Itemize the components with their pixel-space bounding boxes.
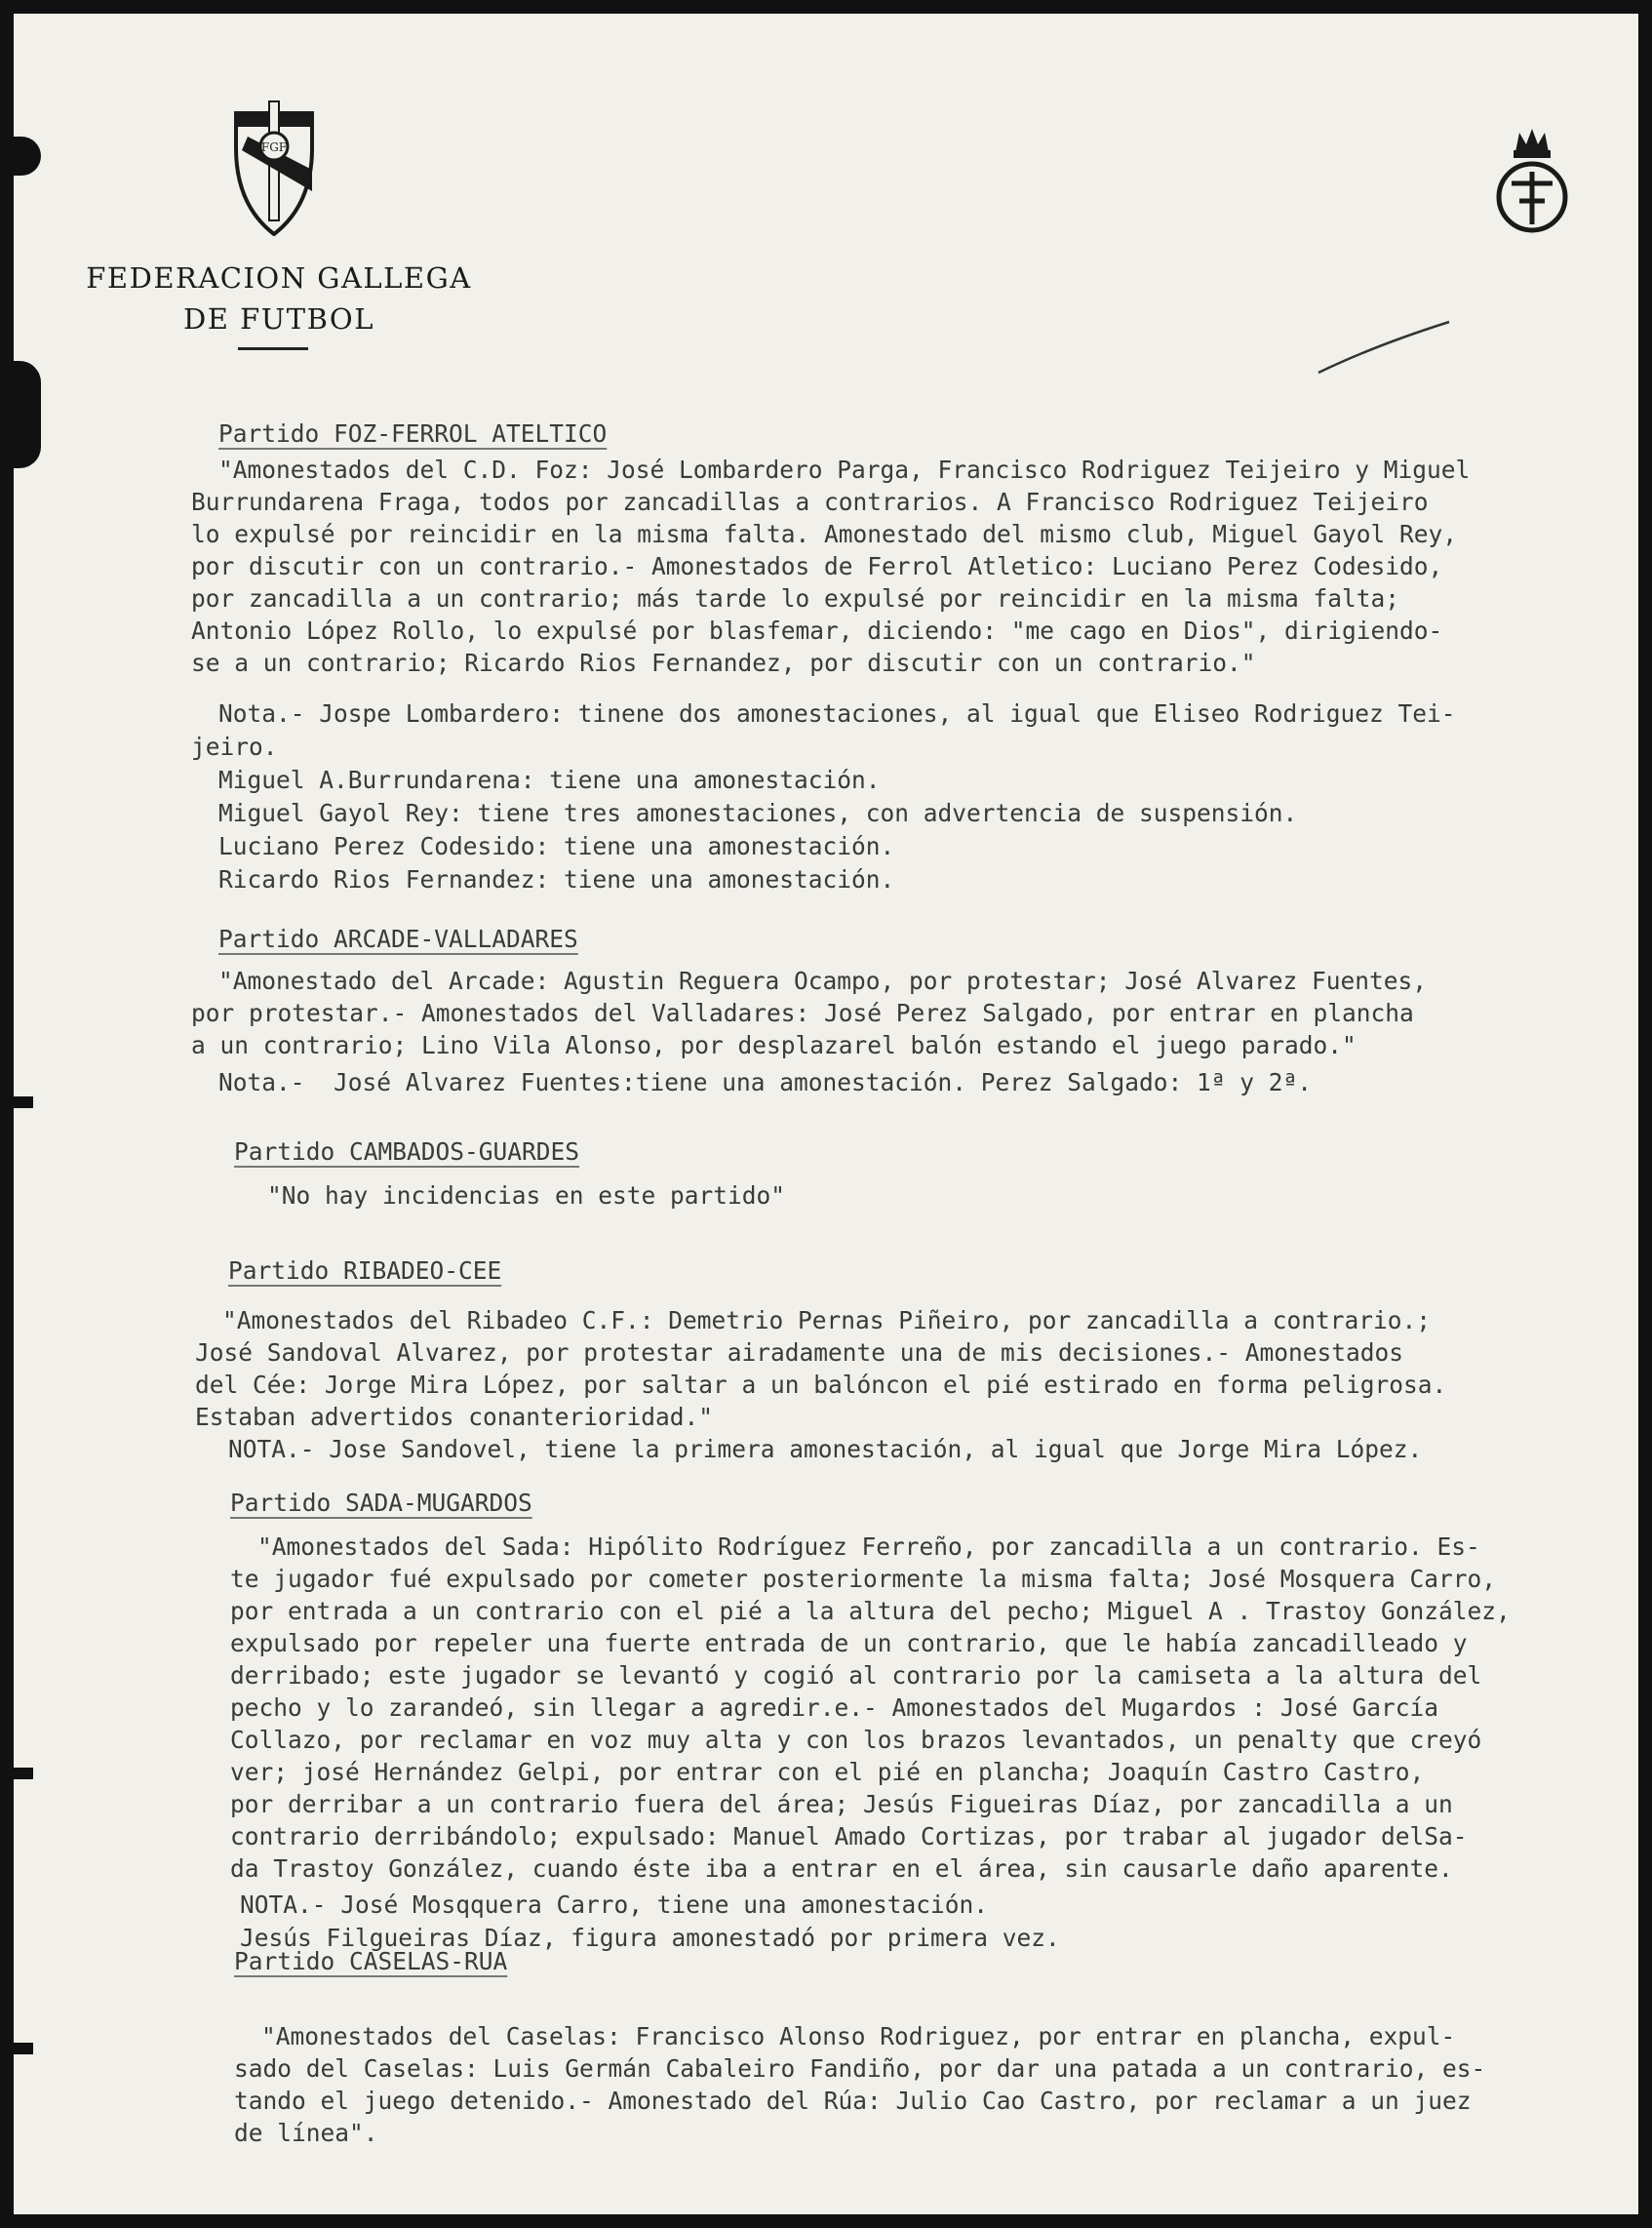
report-line: tando el juego detenido.- Amonestado del Rúa: Julio Cao Castro, por reclamar a un juez: [234, 2087, 1472, 2115]
crown-monogram-logo: [1490, 123, 1574, 236]
note-line: Ricardo Rios Fernandez: tiene una amonestación.: [218, 865, 895, 894]
section-heading: Partido CAMBADOS-GUARDES: [234, 1137, 580, 1166]
header-rule: [238, 347, 308, 350]
report-line: Estaban advertidos conanterioridad.": [195, 1403, 714, 1431]
binder-hole: [0, 2043, 33, 2054]
note-line: Jesús Filgueiras Díaz, figura amonestadó por primera vez.: [240, 1924, 1060, 1952]
binder-hole: [0, 1096, 33, 1108]
report-line: Burrundarena Fraga, todos por zancadillas a contrarios. A Francisco Rodriguez Teijeiro: [191, 488, 1429, 516]
note-line: Miguel A.Burrundarena: tiene una amonestación.: [218, 766, 881, 794]
report-line: por entrada a un contrario con el pié a la altura del pecho; Miguel A . Trastoy González,: [230, 1597, 1511, 1625]
report-line: a un contrario; Lino Vila Alonso, por desplazarel balón estando el juego parado.": [191, 1031, 1357, 1059]
binder-hole: [0, 1768, 33, 1779]
pen-mark: [1317, 320, 1453, 378]
report-line: del Cée: Jorge Mira López, por saltar a un balóncon el pié estirado en forma peligrosa.: [195, 1371, 1447, 1399]
report-line: pecho y lo zarandeó, sin llegar a agredir.e.- Amonestados del Mugardos : José García: [230, 1693, 1439, 1722]
note-line: NOTA.- Jose Sandovel, tiene la primera amonestación, al igual que Jorge Mira López.: [228, 1435, 1423, 1463]
report-line: te jugador fué expulsado por cometer posteriormente la misma falta; José Mosquera Carro,: [230, 1565, 1497, 1593]
report-line: "No hay incidencias en este partido": [267, 1181, 786, 1210]
binder-hole: [0, 137, 41, 176]
report-line: derribado; este jugador se levantó y cogió al contrario por la camiseta a la altura del: [230, 1661, 1482, 1690]
report-line: José Sandoval Alvarez, por protestar airadamente una de mis decisiones.- Amonestados: [195, 1338, 1404, 1367]
section-heading: Partido ARCADE-VALLADARES: [218, 925, 578, 953]
report-line: Collazo, por reclamar en voz muy alta y con los brazos levantados, un penalty que creyó: [230, 1726, 1482, 1754]
federation-name-line1: FEDERACION GALLEGA: [86, 261, 472, 295]
report-line: de línea".: [234, 2119, 378, 2147]
report-line: "Amonestado del Arcade: Agustin Reguera Ocampo, por protestar; José Alvarez Fuentes,: [218, 967, 1428, 995]
section-heading: Partido SADA-MUGARDOS: [230, 1489, 532, 1517]
note-line: Luciano Perez Codesido: tiene una amonestación.: [218, 832, 895, 860]
binder-hole: [0, 361, 41, 468]
note-line: NOTA.- José Mosqquera Carro, tiene una amonestación.: [240, 1890, 989, 1919]
federation-name-line2: DE FUTBOL: [183, 302, 374, 336]
report-line: contrario derribándolo; expulsado: Manuel Amado Cortizas, por trabar al jugador delSa-: [230, 1822, 1468, 1850]
report-line: "Amonestados del Ribadeo C.F.: Demetrio Pernas Piñeiro, por zancadilla a contrario.;: [222, 1306, 1432, 1334]
section-heading: Partido RIBADEO-CEE: [228, 1256, 502, 1285]
report-line: por protestar.- Amonestados del Valladares: José Perez Salgado, por entrar en plancha: [191, 999, 1414, 1027]
note-line: jeiro.: [191, 733, 278, 761]
note-line: Nota.- Jospe Lombardero: tinene dos amonestaciones, al igual que Eliseo Rodriguez Tei-: [218, 699, 1456, 728]
note-line: Miguel Gayol Rey: tiene tres amonestaciones, con advertencia de suspensión.: [218, 799, 1298, 827]
report-line: lo expulsé por reincidir en la misma falta. Amonestado del mismo club, Miguel Gayol Rey,: [191, 520, 1458, 548]
section-heading: Partido CASELAS-RUA: [234, 1947, 508, 1975]
report-line: expulsado por repeler una fuerte entrada de un contrario, que le había zancadilleado y: [230, 1629, 1468, 1657]
logo-lettering: FEF: [1530, 234, 1534, 235]
report-line: ver; josé Hernández Gelpi, por entrar con el pié en plancha; Joaquín Castro Castro,: [230, 1758, 1425, 1786]
logo-lettering: FGF: [260, 140, 288, 154]
report-line: da Trastoy González, cuando éste iba a entrar en el área, sin causarle daño aparente.: [230, 1854, 1453, 1883]
report-line: Antonio López Rollo, lo expulsé por blasfemar, diciendo: "me cago en Dios", dirigiendo-: [191, 617, 1443, 645]
report-line: por discutir con un contrario.- Amonestados de Ferrol Atletico: Luciano Perez Codesido,: [191, 552, 1443, 580]
federation-name: [84, 258, 474, 339]
report-line: "Amonestados del C.D. Foz: José Lombardero Parga, Francisco Rodriguez Teijeiro y Miguel: [218, 456, 1471, 484]
report-line: sado del Caselas: Luis Germán Cabaleiro Fandiño, por dar una patada a un contrario, es-: [234, 2054, 1486, 2083]
report-line: "Amonestados del Sada: Hipólito Rodríguez Ferreño, por zancadilla a un contrario. Es-: [257, 1532, 1480, 1561]
section-heading: Partido FOZ-FERROL ATELTICO: [218, 419, 608, 448]
report-line: por derribar a un contrario fuera del área; Jesús Figueiras Díaz, por zancadilla a un: [230, 1790, 1453, 1818]
report-line: "Amonestados del Caselas: Francisco Alonso Rodriguez, por entrar en plancha, expul-: [261, 2022, 1456, 2050]
report-line: se a un contrario; Ricardo Rios Fernandez, por discutir con un contrario.": [191, 649, 1256, 677]
federation-shield-logo: [230, 98, 318, 236]
note-line: Nota.- José Alvarez Fuentes:tiene una amonestación. Perez Salgado: 1ª y 2ª.: [218, 1068, 1313, 1096]
report-line: por zancadilla a un contrario; más tarde lo expulsé por reincidir en la misma falta;: [191, 584, 1400, 613]
